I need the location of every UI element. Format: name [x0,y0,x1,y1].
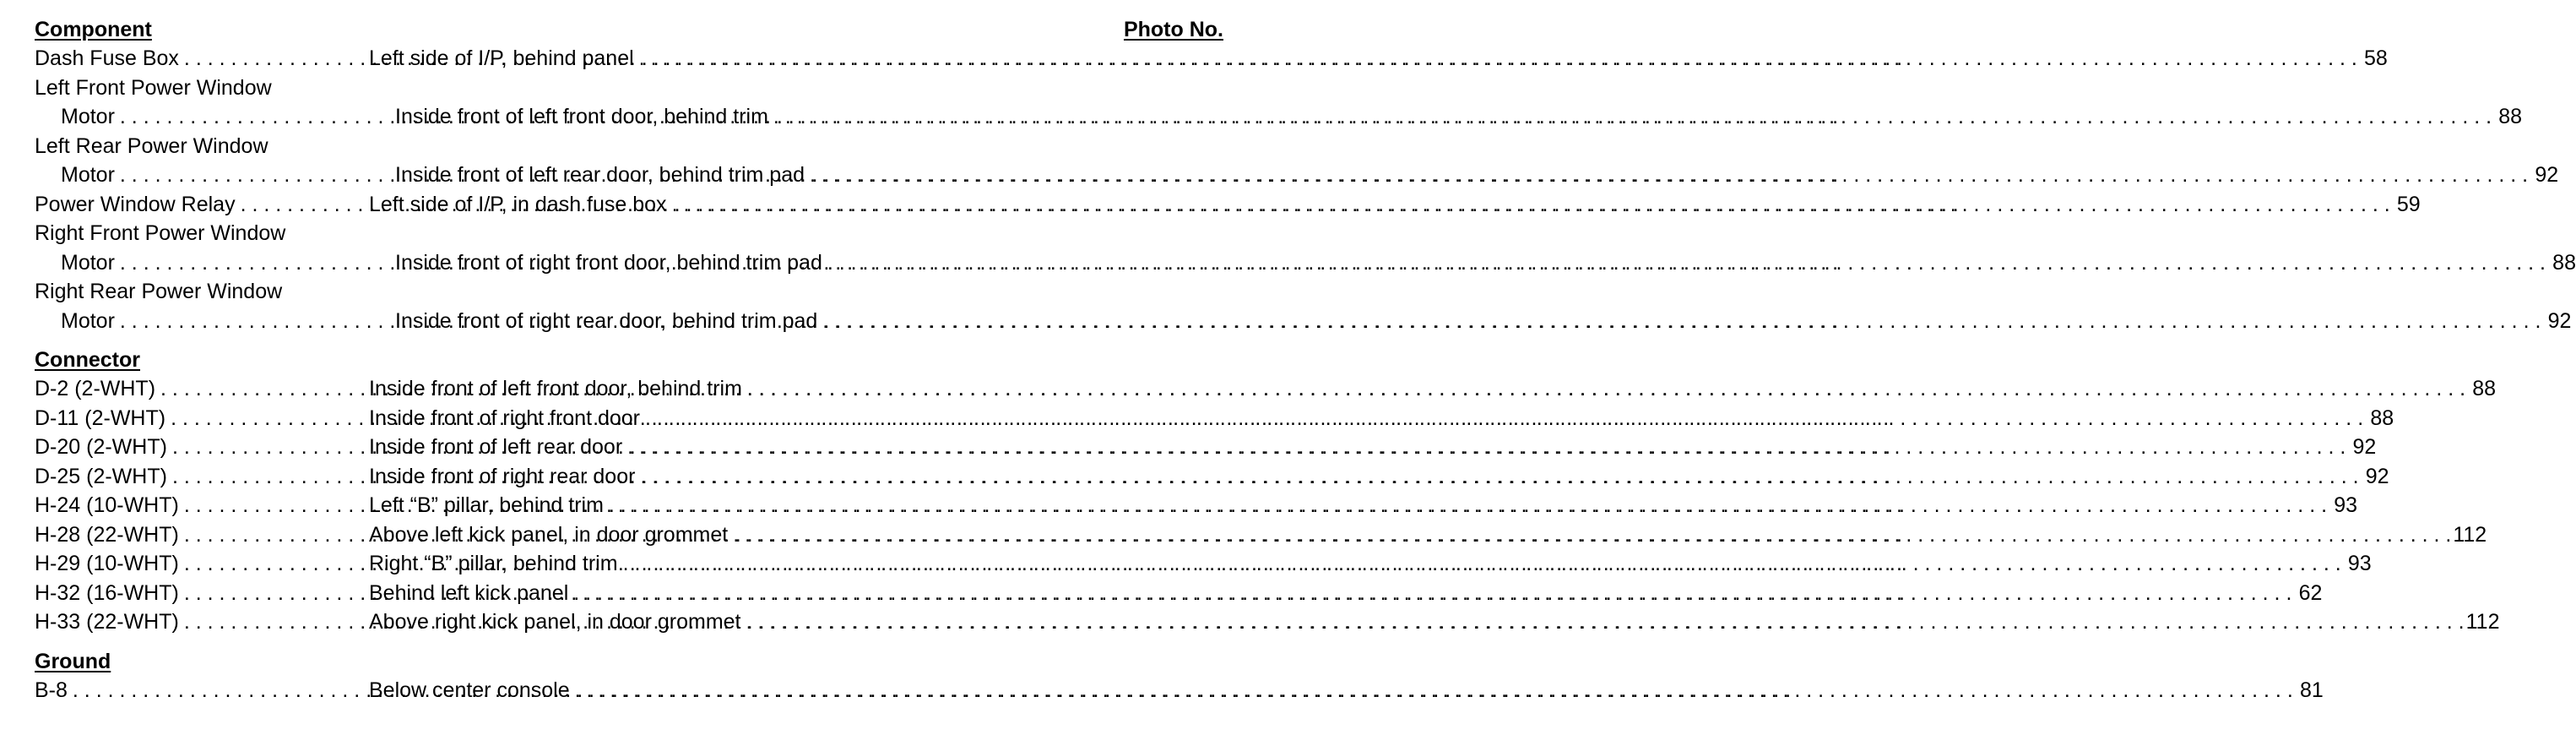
location-cell [369,579,2293,608]
dot-leader [568,579,2293,608]
component-name: D-20 (2-WHT) [35,435,167,459]
table-row [35,102,2523,132]
name-cell [35,520,369,550]
photo-number: 88 [2370,406,2394,430]
table-row [35,374,2497,404]
name-cell [35,190,369,220]
location-cell [395,102,2493,132]
location-cell [369,676,2295,705]
table-row-name-line [35,74,1223,103]
component-name: D-25 (2-WHT) [35,464,167,488]
dot-leader [634,44,2359,74]
table-row [35,161,2559,190]
location-cell [369,462,2361,492]
photo-no-column-header: Photo No. [1123,18,1223,41]
dot-leader [667,190,2392,220]
photo-number: 92 [2352,435,2377,459]
photo-number: 112 [2453,522,2487,547]
table-row [35,404,2394,433]
name-cell [35,374,369,404]
name-cell [35,161,395,190]
location-cell [395,307,2542,336]
location-cell [369,549,2343,579]
location-cell [369,190,2392,220]
component-name-line1: Left Front Power Window [35,75,272,100]
photo-number: 58 [2363,46,2388,70]
location-cell [369,433,2347,462]
location-cell [369,404,2365,433]
name-cell [35,579,369,608]
name-cell [35,248,395,278]
component-section [35,44,2576,335]
component-location: Inside front of left rear door [369,435,623,459]
component-location: Left “B” pillar, behind trim [369,493,604,517]
component-name: H-32 (16-WHT) [35,580,179,605]
photo-number: 112 [2465,610,2500,634]
photo-number: 92 [2365,464,2389,488]
table-row [35,190,2421,220]
section-title-ground: Ground [35,649,111,673]
component-name: H-29 (10-WHT) [35,552,179,575]
photo-number: 81 [2299,678,2324,702]
component-name: H-33 (22-WHT) [35,610,179,634]
component-name: Power Window Relay [35,192,236,216]
dot-leader [768,102,2493,132]
dot-leader [570,676,2295,705]
name-cell [35,491,369,520]
table-row [35,491,2358,520]
component-location: Inside front of right rear door [369,464,636,488]
photo-number: 88 [2498,105,2523,128]
component-name: Dash Fuse Box [35,46,179,70]
location-cell [369,491,2329,520]
name-cell [35,307,395,336]
dot-leader [822,248,2547,278]
name-cell [35,44,369,74]
component-location: Inside front of right rear door, behind trim pad [395,308,818,333]
name-cell [35,102,395,132]
table-row [35,607,2500,637]
dot-leader [618,549,2343,579]
location-cell [395,248,2547,278]
dot-leader [742,374,2467,404]
component-name: D-2 (2-WHT) [35,377,156,400]
component-name: Motor [61,105,115,128]
table-row [35,307,2572,336]
component-location: Inside front of right front door [369,406,641,430]
component-location: Right “B” pillar, behind trim [369,552,618,575]
photo-number: 62 [2298,580,2323,605]
location-cell [369,520,2453,550]
component-name: B-8 [35,678,68,702]
table-row [35,462,2389,492]
component-name: Motor [61,250,115,275]
location-cell [395,161,2530,190]
component-location: Above left kick panel, in door grommet [369,522,729,547]
location-cell [369,44,2359,74]
name-cell [35,676,369,705]
component-name-line1: Right Front Power Window [35,221,286,245]
table-header [35,15,1223,44]
table-row [35,579,2323,608]
component-location: Behind left kick panel [369,580,569,605]
dot-leader [604,491,2329,520]
table-row [35,676,2324,705]
component-name: Motor [61,163,115,187]
photo-number: 93 [2347,552,2372,575]
table-row [35,248,2576,278]
name-cell [35,549,369,579]
component-location: Left side of I/P, in dash fuse box [369,192,667,216]
dot-leader [640,404,2365,433]
photo-number: 92 [2535,163,2559,187]
table-row [35,520,2487,550]
table-row-name-line [35,132,1223,161]
photo-number: 88 [2472,377,2497,400]
component-location: Inside front of right front door, behind trim pad [395,250,822,275]
ground-section [35,676,2324,705]
component-location: Inside front of left front door, behind trim [395,105,768,128]
component-name: H-24 (10-WHT) [35,493,179,517]
photo-number: 88 [2552,250,2576,275]
section-title-connector: Connector [35,348,140,372]
table-row [35,44,2388,74]
name-cell [35,433,369,462]
name-cell [35,462,369,492]
dot-leader [741,607,2466,637]
component-name: Motor [61,308,115,333]
location-cell [369,374,2467,404]
location-cell [369,607,2466,637]
table-row [35,549,2372,579]
photo-number: 92 [2547,308,2572,333]
component-name-line1: Left Rear Power Window [35,133,268,158]
component-location: Inside front of left rear door, behind trim pad [395,163,805,187]
dot-leader [728,520,2453,550]
table-row-name-line [35,277,1223,307]
photo-number: 59 [2396,192,2421,216]
connector-section [35,374,2500,637]
table-row-name-line [35,219,1223,248]
component-location: Left side of I/P, behind panel [369,46,634,70]
section-title-component: Component [35,18,152,41]
dot-leader [622,433,2347,462]
component-location: Above right kick panel, in door grommet [369,610,741,634]
dot-leader [635,462,2360,492]
component-name: D-11 (2-WHT) [35,406,166,430]
component-location: Inside front of left front door, behind trim [369,377,742,400]
component-location-table [35,15,2576,705]
name-cell [35,404,369,433]
component-name-line1: Right Rear Power Window [35,280,283,303]
photo-number: 93 [2334,493,2358,517]
component-location: Below center console [369,678,570,702]
table-row [35,433,2377,462]
component-name: H-28 (22-WHT) [35,522,179,547]
dot-leader [805,161,2530,190]
dot-leader [817,307,2542,336]
name-cell [35,607,369,637]
